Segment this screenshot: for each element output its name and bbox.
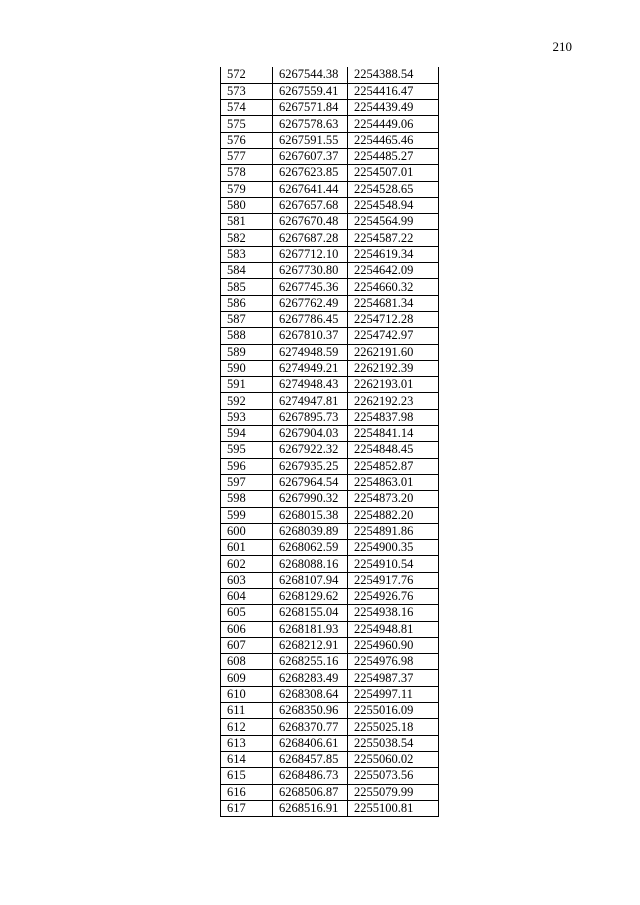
y-coordinate-cell: 2254642.09 xyxy=(348,263,439,279)
y-coordinate-cell: 2255016.09 xyxy=(348,703,439,719)
table-row xyxy=(221,214,439,230)
x-coordinate-cell: 6267895.73 xyxy=(273,409,348,425)
point-number-cell: 579 xyxy=(221,181,273,197)
x-coordinate-cell: 6268039.89 xyxy=(273,523,348,539)
table-row xyxy=(221,719,439,735)
x-coordinate-cell: 6274948.59 xyxy=(273,344,348,360)
y-coordinate-cell: 2254873.20 xyxy=(348,491,439,507)
point-number-cell: 580 xyxy=(221,197,273,213)
table-row xyxy=(221,800,439,816)
x-coordinate-cell: 6268308.64 xyxy=(273,686,348,702)
point-number-cell: 597 xyxy=(221,474,273,490)
y-coordinate-cell: 2254660.32 xyxy=(348,279,439,295)
table-row xyxy=(221,637,439,653)
point-number-cell: 608 xyxy=(221,654,273,670)
point-number-cell: 596 xyxy=(221,458,273,474)
y-coordinate-cell: 2255025.18 xyxy=(348,719,439,735)
x-coordinate-cell: 6267922.32 xyxy=(273,442,348,458)
y-coordinate-cell: 2254548.94 xyxy=(348,197,439,213)
x-coordinate-cell: 6268062.59 xyxy=(273,540,348,556)
point-number-cell: 578 xyxy=(221,165,273,181)
table-row xyxy=(221,605,439,621)
point-number-cell: 591 xyxy=(221,377,273,393)
point-number-cell: 616 xyxy=(221,784,273,800)
point-number-cell: 592 xyxy=(221,393,273,409)
table-row xyxy=(221,735,439,751)
y-coordinate-cell: 2254891.86 xyxy=(348,523,439,539)
y-coordinate-cell: 2254852.87 xyxy=(348,458,439,474)
point-number-cell: 614 xyxy=(221,751,273,767)
y-coordinate-cell: 2254900.35 xyxy=(348,540,439,556)
y-coordinate-cell: 2254960.90 xyxy=(348,637,439,653)
point-number-cell: 589 xyxy=(221,344,273,360)
y-coordinate-cell: 2254449.06 xyxy=(348,116,439,132)
point-number-cell: 588 xyxy=(221,328,273,344)
x-coordinate-cell: 6267670.48 xyxy=(273,214,348,230)
x-coordinate-cell: 6267935.25 xyxy=(273,458,348,474)
table-row xyxy=(221,148,439,164)
point-number-cell: 585 xyxy=(221,279,273,295)
x-coordinate-cell: 6268181.93 xyxy=(273,621,348,637)
table-row xyxy=(221,523,439,539)
y-coordinate-cell: 2262192.23 xyxy=(348,393,439,409)
coordinate-table-body xyxy=(221,67,439,817)
table-row xyxy=(221,751,439,767)
y-coordinate-cell: 2254465.46 xyxy=(348,132,439,148)
point-number-cell: 610 xyxy=(221,686,273,702)
y-coordinate-cell: 2262193.01 xyxy=(348,377,439,393)
point-number-cell: 595 xyxy=(221,442,273,458)
x-coordinate-cell: 6267712.10 xyxy=(273,246,348,262)
x-coordinate-cell: 6267657.68 xyxy=(273,197,348,213)
table-row xyxy=(221,491,439,507)
x-coordinate-cell: 6267964.54 xyxy=(273,474,348,490)
y-coordinate-cell: 2254917.76 xyxy=(348,572,439,588)
x-coordinate-cell: 6268486.73 xyxy=(273,768,348,784)
table-row xyxy=(221,426,439,442)
y-coordinate-cell: 2262191.60 xyxy=(348,344,439,360)
x-coordinate-cell: 6268255.16 xyxy=(273,654,348,670)
table-row xyxy=(221,572,439,588)
x-coordinate-cell: 6274949.21 xyxy=(273,360,348,376)
table-row xyxy=(221,409,439,425)
x-coordinate-cell: 6268155.04 xyxy=(273,605,348,621)
table-row xyxy=(221,311,439,327)
x-coordinate-cell: 6267544.38 xyxy=(273,67,348,83)
point-number-cell: 576 xyxy=(221,132,273,148)
point-number-cell: 575 xyxy=(221,116,273,132)
y-coordinate-cell: 2254681.34 xyxy=(348,295,439,311)
y-coordinate-cell: 2254976.98 xyxy=(348,654,439,670)
y-coordinate-cell: 2254587.22 xyxy=(348,230,439,246)
y-coordinate-cell: 2254882.20 xyxy=(348,507,439,523)
x-coordinate-cell: 6268457.85 xyxy=(273,751,348,767)
point-number-cell: 582 xyxy=(221,230,273,246)
coordinate-table xyxy=(220,67,439,817)
table-row xyxy=(221,100,439,116)
y-coordinate-cell: 2254742.97 xyxy=(348,328,439,344)
y-coordinate-cell: 2254926.76 xyxy=(348,589,439,605)
point-number-cell: 587 xyxy=(221,311,273,327)
point-number-cell: 574 xyxy=(221,100,273,116)
y-coordinate-cell: 2254987.37 xyxy=(348,670,439,686)
table-row xyxy=(221,686,439,702)
x-coordinate-cell: 6268015.38 xyxy=(273,507,348,523)
y-coordinate-cell: 2254948.81 xyxy=(348,621,439,637)
x-coordinate-cell: 6268406.61 xyxy=(273,735,348,751)
y-coordinate-cell: 2255073.56 xyxy=(348,768,439,784)
point-number-cell: 617 xyxy=(221,800,273,816)
point-number-cell: 601 xyxy=(221,540,273,556)
x-coordinate-cell: 6268370.77 xyxy=(273,719,348,735)
table-row xyxy=(221,165,439,181)
point-number-cell: 586 xyxy=(221,295,273,311)
point-number-cell: 612 xyxy=(221,719,273,735)
x-coordinate-cell: 6268350.96 xyxy=(273,703,348,719)
table-row xyxy=(221,360,439,376)
table-row xyxy=(221,474,439,490)
x-coordinate-cell: 6267745.36 xyxy=(273,279,348,295)
point-number-cell: 598 xyxy=(221,491,273,507)
point-number-cell: 583 xyxy=(221,246,273,262)
y-coordinate-cell: 2254997.11 xyxy=(348,686,439,702)
table-row xyxy=(221,556,439,572)
x-coordinate-cell: 6267786.45 xyxy=(273,311,348,327)
table-row xyxy=(221,768,439,784)
point-number-cell: 615 xyxy=(221,768,273,784)
table-row xyxy=(221,540,439,556)
x-coordinate-cell: 6267904.03 xyxy=(273,426,348,442)
x-coordinate-cell: 6267641.44 xyxy=(273,181,348,197)
point-number-cell: 600 xyxy=(221,523,273,539)
point-number-cell: 572 xyxy=(221,67,273,83)
y-coordinate-cell: 2255079.99 xyxy=(348,784,439,800)
point-number-cell: 581 xyxy=(221,214,273,230)
y-coordinate-cell: 2254938.16 xyxy=(348,605,439,621)
table-row xyxy=(221,197,439,213)
y-coordinate-cell: 2255038.54 xyxy=(348,735,439,751)
x-coordinate-cell: 6267591.55 xyxy=(273,132,348,148)
y-coordinate-cell: 2254837.98 xyxy=(348,409,439,425)
point-number-cell: 573 xyxy=(221,83,273,99)
point-number-cell: 604 xyxy=(221,589,273,605)
x-coordinate-cell: 6267559.41 xyxy=(273,83,348,99)
table-row xyxy=(221,670,439,686)
y-coordinate-cell: 2254564.99 xyxy=(348,214,439,230)
x-coordinate-cell: 6274948.43 xyxy=(273,377,348,393)
x-coordinate-cell: 6268283.49 xyxy=(273,670,348,686)
y-coordinate-cell: 2254712.28 xyxy=(348,311,439,327)
y-coordinate-cell: 2255100.81 xyxy=(348,800,439,816)
y-coordinate-cell: 2254528.65 xyxy=(348,181,439,197)
point-number-cell: 605 xyxy=(221,605,273,621)
x-coordinate-cell: 6268506.87 xyxy=(273,784,348,800)
y-coordinate-cell: 2254388.54 xyxy=(348,67,439,83)
point-number-cell: 577 xyxy=(221,148,273,164)
point-number-cell: 594 xyxy=(221,426,273,442)
table-row xyxy=(221,230,439,246)
x-coordinate-cell: 6268088.16 xyxy=(273,556,348,572)
table-row xyxy=(221,393,439,409)
point-number-cell: 607 xyxy=(221,637,273,653)
x-coordinate-cell: 6268129.62 xyxy=(273,589,348,605)
point-number-cell: 599 xyxy=(221,507,273,523)
table-row xyxy=(221,279,439,295)
x-coordinate-cell: 6268516.91 xyxy=(273,800,348,816)
y-coordinate-cell: 2254416.47 xyxy=(348,83,439,99)
table-row xyxy=(221,181,439,197)
x-coordinate-cell: 6274947.81 xyxy=(273,393,348,409)
x-coordinate-cell: 6268212.91 xyxy=(273,637,348,653)
point-number-cell: 603 xyxy=(221,572,273,588)
y-coordinate-cell: 2262192.39 xyxy=(348,360,439,376)
x-coordinate-cell: 6267810.37 xyxy=(273,328,348,344)
point-number-cell: 602 xyxy=(221,556,273,572)
point-number-cell: 613 xyxy=(221,735,273,751)
y-coordinate-cell: 2255060.02 xyxy=(348,751,439,767)
x-coordinate-cell: 6267571.84 xyxy=(273,100,348,116)
table-row xyxy=(221,507,439,523)
table-row xyxy=(221,377,439,393)
y-coordinate-cell: 2254848.45 xyxy=(348,442,439,458)
x-coordinate-cell: 6267578.63 xyxy=(273,116,348,132)
x-coordinate-cell: 6267762.49 xyxy=(273,295,348,311)
y-coordinate-cell: 2254439.49 xyxy=(348,100,439,116)
y-coordinate-cell: 2254841.14 xyxy=(348,426,439,442)
table-row xyxy=(221,295,439,311)
x-coordinate-cell: 6267990.32 xyxy=(273,491,348,507)
table-row xyxy=(221,67,439,83)
page-number: 210 xyxy=(552,39,572,54)
y-coordinate-cell: 2254485.27 xyxy=(348,148,439,164)
point-number-cell: 590 xyxy=(221,360,273,376)
y-coordinate-cell: 2254910.54 xyxy=(348,556,439,572)
y-coordinate-cell: 2254863.01 xyxy=(348,474,439,490)
point-number-cell: 611 xyxy=(221,703,273,719)
x-coordinate-cell: 6267730.80 xyxy=(273,263,348,279)
point-number-cell: 606 xyxy=(221,621,273,637)
table-row xyxy=(221,116,439,132)
table-row xyxy=(221,784,439,800)
table-row xyxy=(221,458,439,474)
table-row xyxy=(221,589,439,605)
x-coordinate-cell: 6267607.37 xyxy=(273,148,348,164)
x-coordinate-cell: 6268107.94 xyxy=(273,572,348,588)
table-row xyxy=(221,328,439,344)
table-row xyxy=(221,621,439,637)
y-coordinate-cell: 2254507.01 xyxy=(348,165,439,181)
y-coordinate-cell: 2254619.34 xyxy=(348,246,439,262)
point-number-cell: 609 xyxy=(221,670,273,686)
table-row xyxy=(221,703,439,719)
table-row xyxy=(221,83,439,99)
table-row xyxy=(221,344,439,360)
table-row xyxy=(221,442,439,458)
x-coordinate-cell: 6267687.28 xyxy=(273,230,348,246)
point-number-cell: 593 xyxy=(221,409,273,425)
table-row xyxy=(221,263,439,279)
point-number-cell: 584 xyxy=(221,263,273,279)
table-row xyxy=(221,654,439,670)
table-row xyxy=(221,246,439,262)
table-row xyxy=(221,132,439,148)
x-coordinate-cell: 6267623.85 xyxy=(273,165,348,181)
